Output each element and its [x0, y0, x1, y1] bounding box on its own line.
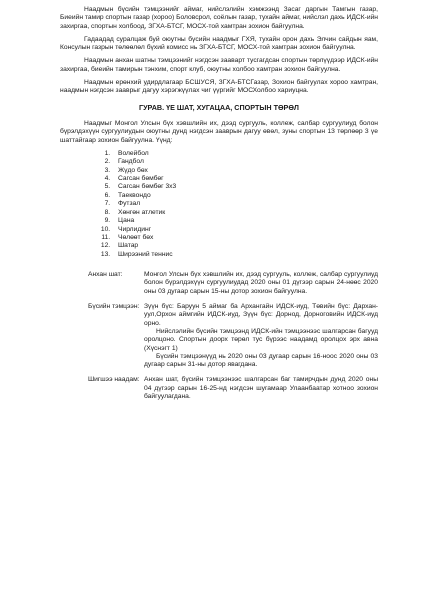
- stage-initial: [60, 271, 378, 296]
- paragraph-abroad-students: Гадаадад суралцаж буй оюутны бүсийн наадмыг ГХЯ, тухайн орон дахь Элчин сайдын яам, Консулын газрын төлөөлөл бүхий комисс нь ЗГХА-БТСГ, МОСХ-той хамтран зохион байгуулна.: [60, 35, 378, 52]
- stage-description: [144, 376, 378, 401]
- stage-term: Шигшээ наадам:: [88, 376, 140, 384]
- list-item: 7. Футзал: [112, 200, 378, 208]
- stage-line: Монгол Улсын бүх хэвшлийн их, дээд сургууль, коллеж, салбар сургуулиуд болон бүрэлдэхүүн сургуулиудад 2020 оны 01 дүгээр сарын 24-нөөс 2020 оны 03 дугаар сарын 15-ны дотор зохион байгуулна.: [144, 271, 378, 295]
- sports-list: [60, 150, 378, 259]
- stage-final: [60, 376, 378, 401]
- paragraph-regional-organizers: Наадмын бүсийн тэмцээнийг аймаг, нийслэлийн хэмжээнд Засаг даргын Тамгын газар, Биеийн тамир спортын газар (хороо) Боловсрол, соёлын газар, тухайн аймаг, нийслэл дахь ИДСК-ийн захиргаа, спортын холбоод, ЗГХА-БТСГ, МОСХ-той хамтран зохион байгуулна.: [60, 6, 378, 30]
- stage-line: Бүсийн тэмцээнүүд нь 2020 оны 03 дугаар сарын 16-ноос 2020 оны 03 дугаар сарын 31-ны дотор явагдана.: [144, 352, 378, 369]
- list-item: 6. Таеквондо: [112, 192, 378, 200]
- stage-description: [144, 271, 378, 296]
- list-item: 13. Ширээний теннис: [112, 251, 378, 259]
- stage-term: Анхан шат:: [88, 271, 123, 279]
- list-item: 1. Волейбол: [112, 150, 378, 158]
- list-item: 11. Чөлөөт бөх: [112, 234, 378, 242]
- list-item: 5. Сагсан бөмбөг 3х3: [112, 183, 378, 191]
- list-item: 10. Чирлидинг: [112, 226, 378, 234]
- stage-line: Зүүн бүс: Баруун 5 аймаг ба Архангайн ИДСК-иуд, Төвийн бүс: Дархан-уул,Орхон аймгийн ИДСК-иуд, Зүүн бүс: Дорнод, Дорноговийн ИДСК-иуд орно.: [144, 303, 378, 327]
- list-item: 12. Шатар: [112, 242, 378, 250]
- stage-line: Нийслэлийн бүсийн тэмцээнд ИДСК-ийн тэмцээнээс шалгарсан багууд оролцоно. Спортын доорх төрөл тус бүрээс наадамд оролцох эрх авна (Хүснэгт 1): [144, 327, 378, 352]
- section-heading: ГУРАВ. ҮЕ ШАТ, ХУГАЦАА, СПОРТЫН ТӨРӨЛ: [139, 102, 299, 112]
- stage-line: Анхан шат, бүсийн тэмцээнээс шалгарсан баг тамирчдын дунд 2020 оны 04 дүгээр сарын 16-25-нд нэгдсэн шугамаар Улаанбаатар хотноо зохион байгуулагдана.: [144, 376, 378, 400]
- stage-description: [144, 303, 378, 369]
- list-item: 3. Жүдо бөх: [112, 167, 378, 175]
- stage-term: Бүсийн тэмцээн:: [88, 303, 140, 311]
- stage-regional: [60, 303, 378, 369]
- list-item: 2. Гандбол: [112, 158, 378, 166]
- list-item: 4. Сагсан бөмбөг: [112, 175, 378, 183]
- intro-paragraphs: [60, 6, 378, 96]
- list-item: 9. Цана: [112, 217, 378, 225]
- section-intro: Наадмыг Монгол Улсын бүх хэвшлийн их, дээд сургууль, коллеж, салбар сургуулиуд болон бүрэлдэхүүн сургуулиудын оюутны дунд нэгдсэн зааврын дагуу өвөл, зуны спортын 13 төрлөөр 3 үе шаттайгаар зохион байгуулна. Үүнд:: [60, 119, 378, 144]
- paragraph-general-management: Наадмын ерөнхий удирдлагаар БСШУСЯ, ЗГХА-БТСГазар, Зохион байгуулах хороо хамтран, наадмын нэгдсэн зааврыг дагуу хэрэгжүүлах чиг үүргийг МОСХолбоо хариуцна.: [60, 79, 378, 95]
- paragraph-initial-stage-organizers: Наадмын анхан шатны тэмцээнийг нэгдсэн зааварт тусгагдсан спортын төрлүүдээр ИДСК-ийн захиргаа, биеийн тамирын тэнхим, спорт клуб, оюутны холбоо хамтран зохион байгуулна.: [60, 57, 378, 73]
- list-item: 8. Хөнгөн атлетик: [112, 209, 378, 217]
